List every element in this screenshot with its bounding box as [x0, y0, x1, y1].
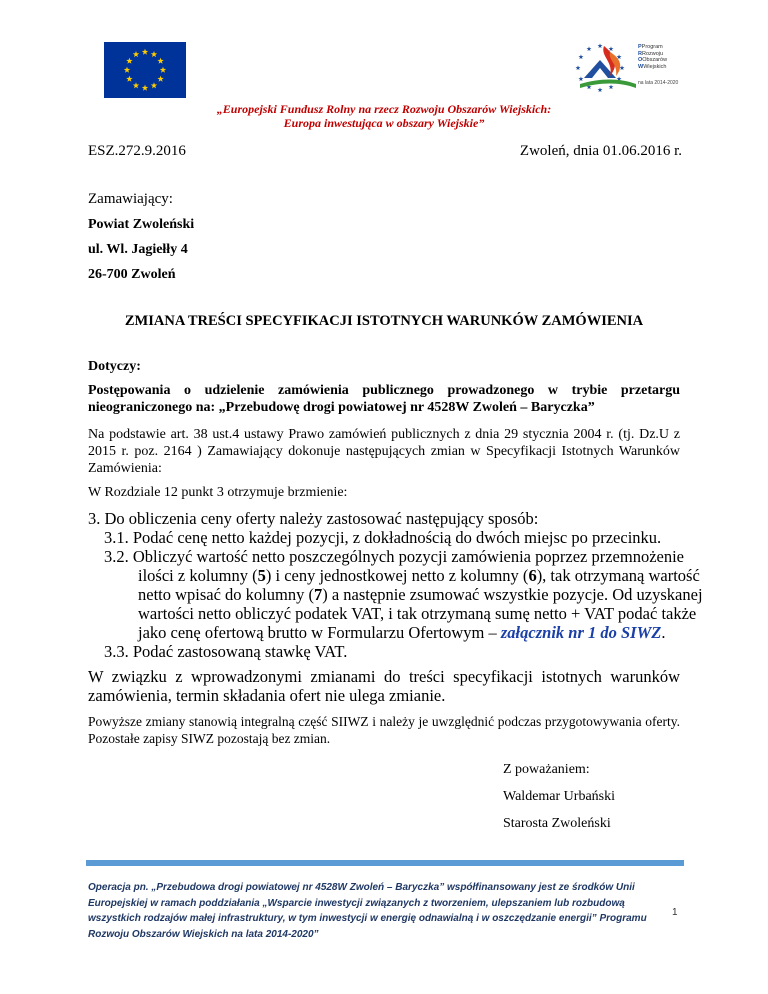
place-date: Zwoleń, dnia 01.06.2016 r.	[519, 143, 682, 159]
concerns-text: Postępowania o udzielenie zamówienia publicznego prowadzonego w trybie przetargu nieograniczonego na: „Przebudowę drogi powiatowej nr 4528W Zwoleń – Baryczka”	[88, 383, 680, 415]
page-number: 1	[672, 907, 678, 918]
concerns-label: Dotyczy:	[88, 359, 141, 374]
signature-title: Starosta Zwoleński	[503, 816, 611, 831]
prow-star-icon	[578, 54, 583, 59]
fund-line-2: Europa inwestująca w obszary Wiejskie”	[283, 116, 485, 130]
eu-flag-logo	[104, 42, 186, 98]
point-3-2-line-3: netto wpisać do kolumny (7) a następnie zsumować wszystkie pozycje. Od uzyskanej	[138, 585, 703, 604]
section-reference: W Rozdziale 12 punkt 3 otrzymuje brzmienie:	[88, 485, 348, 500]
point-3-2-line-4: wartości netto obliczyć podatek VAT, i tak otrzymaną sumę netto + VAT podać także	[138, 604, 697, 623]
orderer-city: 26-700 Zwoleń	[88, 267, 176, 282]
prow-star-icon	[598, 43, 603, 48]
prow-star-icon	[620, 65, 625, 70]
reference-number: ESZ.272.9.2016	[88, 143, 186, 159]
prow-star-icon	[578, 76, 583, 81]
orderer-street: ul. Wl. Jagiełły 4	[88, 242, 188, 257]
point-3-1: 3.1. Podać cenę netto każdej pozycji, z dokładnością do dwóch miejsc po przecinku.	[104, 528, 662, 547]
fund-line-1: „Europejski Fundusz Rolny na rzecz Rozwoju Obszarów Wiejskich:	[216, 102, 552, 116]
closing-paragraph-2: Powyższe zmiany stanowią integralną część SIIWZ i należy je uwzględnić podczas przygotowywania oferty. Pozostałe zapisy SIWZ pozostają bez zmian.	[88, 714, 680, 746]
point-3-heading: 3. Do obliczenia ceny oferty należy zastosować następujący sposób:	[88, 509, 539, 528]
prow-star-icon	[609, 46, 614, 51]
prow-star-icon	[576, 65, 581, 70]
intro-paragraph: Na podstawie art. 38 ust.4 ustawy Prawo zamówień publicznych z dnia 29 stycznia 2004 r. (tj. Dz.U z 2015 r. poz. 2164 ) Zamawiający dokonuje następujących zmian w Specyfikacji Istotnych Warunków Zamówienia:	[88, 427, 680, 476]
signature-name: Waldemar Urbański	[503, 789, 615, 804]
prow-star-icon	[598, 87, 603, 92]
prow-years: na lata 2014-2020	[638, 80, 679, 86]
document-title: ZMIANA TREŚCI SPECYFIKACJI ISTOTNYCH WARUNKÓW ZAMÓWIENIA	[124, 313, 644, 329]
footer-rule	[86, 860, 684, 866]
prow-star-icon	[587, 46, 592, 51]
point-3-3: 3.3. Podać zastosowaną stawkę VAT.	[104, 642, 348, 661]
prow-star-icon	[609, 84, 614, 89]
prow-letters: PProgram RRozwoju OObszarów WWiejskich	[638, 44, 668, 70]
point-3-2-line-2: ilości z kolumny (5) i ceny jednostkowej netto z kolumny (6), tak otrzymaną wartość	[138, 566, 700, 585]
orderer-label: Zamawiający:	[88, 191, 173, 207]
attachment-reference: załącznik nr 1 do SIWZ	[500, 623, 662, 642]
point-3-2-line-5: jako cenę ofertową brutto w Formularzu Ofertowym – załącznik nr 1 do SIWZ.	[138, 623, 666, 642]
signature-greeting: Z poważaniem:	[503, 762, 590, 777]
point-3-2-line-1: 3.2. Obliczyć wartość netto poszczególnych pozycji zamówienia poprzez przemnożenie	[104, 547, 685, 566]
orderer-name: Powiat Zwoleński	[88, 217, 195, 232]
closing-paragraph-1: W związku z wprowadzonymi zmianami do treści specyfikacji istotnych warunków zamówienia, termin składania ofert nie ulega zmianie.	[88, 667, 680, 705]
footer-text: Operacja pn. „Przebudowa drogi powiatowej nr 4528W Zwoleń – Baryczka” współfinansowany jest ze środków Unii Europejskiej w ramach poddziałania „Wsparcie inwestycji związanych z tworzeniem, ulepszaniem lub rozbudową wszystkich rodzajów małej infrastruktury, w tym inwestycji w energię odnawialną i w oszczędzanie energii” Programu Rozwoju Obszarów Wiejskich na lata 2014-2020”	[88, 882, 647, 940]
